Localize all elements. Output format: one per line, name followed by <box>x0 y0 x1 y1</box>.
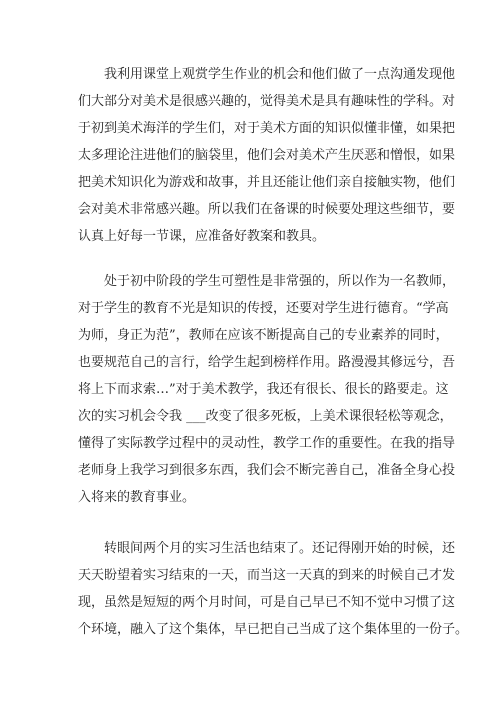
paragraph-line: 太多理论注进他们的脑袋里，他们会对美术产生厌恶和憎恨，如果 <box>78 148 456 163</box>
paragraph-line: 把美术知识化为游戏和故事，并且还能让他们亲自接触实物，他们 <box>78 175 456 190</box>
paragraph-line: 个环境，融入了这个集体，早已把自己当成了这个集体里的一份子。 <box>78 622 469 637</box>
paragraph-line: 于初到美术海洋的学生们，对于美术方面的知识似懂非懂，如果把 <box>78 121 456 136</box>
paragraph-line: 懂得了实际教学过程中的灵动性，教学工作的重要性。在我的指导 <box>78 436 456 451</box>
paragraph-1 <box>78 61 456 250</box>
paragraph-line: 将上下而求索…”对于美术教学，我还有很长、很长的路要走。这 <box>78 382 449 397</box>
paragraph-2 <box>78 268 456 511</box>
paragraph-line: 对于学生的教育不光是知识的传授，还要对学生进行德育。“学高 <box>78 301 449 316</box>
paragraph-line: 也要规范自己的言行，给学生起到榜样作用。路漫漫其修远兮，吾 <box>78 355 456 370</box>
paragraph-3 <box>78 535 469 643</box>
paragraph-line: 老师身上我学习到很多东西，我们会不断完善自己，准备全身心投 <box>78 463 456 478</box>
paragraph-line: 我利用课堂上观赏学生作业的机会和他们做了一点沟通发现他 <box>104 67 456 82</box>
paragraph-line: 会对美术非常感兴趣。所以我们在备课的时候要处理这些细节，要 <box>78 202 456 217</box>
paragraph-line: 次的实习机会令我 ___改变了很多死板，上美术课很轻松等观念， <box>78 409 453 424</box>
paragraph-line: 天天盼望着实习结束的一天，而当这一天真的到来的时候自己才发 <box>78 568 456 583</box>
paragraph-line: 认真上好每一节课，应准备好教案和教具。 <box>78 229 326 244</box>
paragraph-line: 转眼间两个月的实习生活也结束了。还记得刚开始的时候，还 <box>104 541 456 556</box>
paragraph-line: 处于初中阶段的学生可塑性是非常强的，所以作为一名教师， <box>104 274 456 289</box>
paragraph-line: 入将来的教育事业。 <box>78 490 196 505</box>
paragraph-line: 现，虽然是短短的两个月时间，可是自己早已不知不觉中习惯了这 <box>78 595 456 610</box>
paragraph-line: 们大部分对美术是很感兴趣的，觉得美术是具有趣味性的学科。对 <box>78 94 456 109</box>
paragraph-line: 为师，身正为范”，教师在应该不断提高自己的专业素养的同时， <box>78 328 449 343</box>
